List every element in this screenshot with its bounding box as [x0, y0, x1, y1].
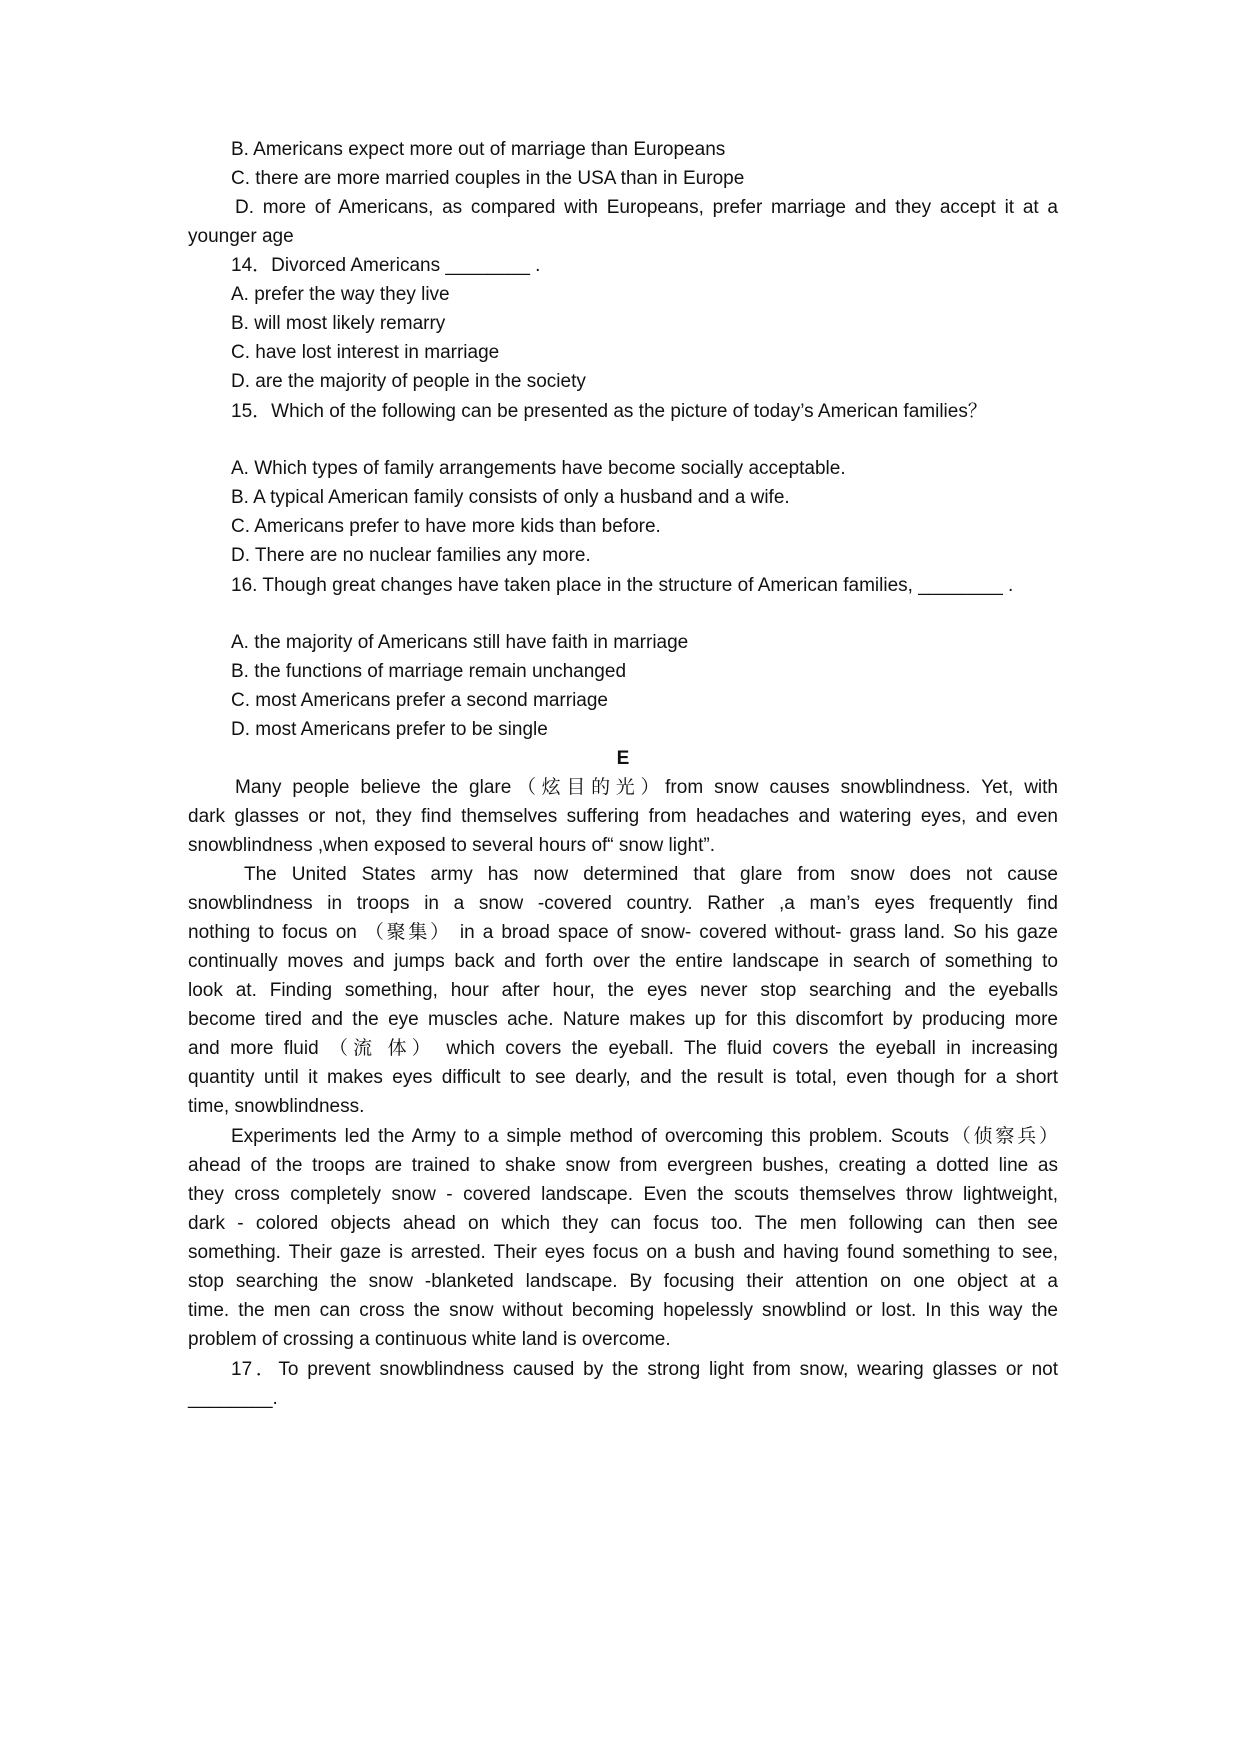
- passage-p2-line: snowblindness in troops in a snow -covered country. Rather ,a man’s eyes frequently find: [188, 893, 1058, 914]
- q13-option-d-continued: younger age: [188, 226, 294, 247]
- passage-p2-line: time, snowblindness.: [188, 1096, 365, 1117]
- q13-option-d: D. more of Americans, as compared with Europeans, prefer marriage and they accept it at a: [235, 197, 1058, 218]
- passage-p2-line: look at. Finding something, hour after hour, the eyes never stop searching and the eyeballs: [188, 980, 1058, 1001]
- passage-p3-line: stop searching the snow -blanketed landscape. By focusing their attention on one object at a: [188, 1271, 1058, 1292]
- q16-option-a: A. the majority of Americans still have faith in marriage: [231, 632, 689, 653]
- q17-stem-end: ________.: [188, 1388, 278, 1409]
- passage-p3-line: something. Their gaze is arrested. Their eyes focus on a bush and having found something to see,: [188, 1242, 1058, 1263]
- q17-stem: 17．To prevent snowblindness caused by the strong light from snow, wearing glasses or not: [231, 1359, 1058, 1380]
- passage-p1-line: Many people believe the glare（炫目的光）from snow causes snowblindness. Yet, with: [235, 777, 1058, 798]
- q14-stem: 14．Divorced Americans ________ .: [231, 255, 541, 276]
- q16-option-c: C. most Americans prefer a second marriage: [231, 690, 608, 711]
- q15-stem: 15．Which of the following can be presented as the picture of today’s American families？: [231, 401, 987, 422]
- q15-option-a: A. Which types of family arrangements have become socially acceptable.: [231, 458, 846, 479]
- q14-option-b: B. will most likely remarry: [231, 313, 446, 334]
- passage-p3-line: problem of crossing a continuous white land is overcome.: [188, 1329, 671, 1350]
- passage-p2-line: The United States army has now determined that glare from snow does not cause: [244, 864, 1058, 885]
- passage-p2-line: become tired and the eye muscles ache. Nature makes up for this discomfort by producing more: [188, 1009, 1058, 1030]
- q14-option-d: D. are the majority of people in the society: [231, 371, 586, 392]
- q15-option-b: B. A typical American family consists of only a husband and a wife.: [231, 487, 790, 508]
- passage-p2-line: quantity until it makes eyes difficult to see dearly, and the result is total, even though for a short: [188, 1067, 1058, 1088]
- q13-option-c: C. there are more married couples in the USA than in Europe: [231, 168, 745, 189]
- q14-option-c: C. have lost interest in marriage: [231, 342, 500, 363]
- passage-p3-line: ahead of the troops are trained to shake snow from evergreen bushes, creating a dotted line as: [188, 1155, 1058, 1176]
- section-title: E: [616, 748, 630, 769]
- passage-p1-line: snowblindness ,when exposed to several hours of“ snow light”.: [188, 835, 716, 856]
- passage-p2-line: nothing to focus on （聚集） in a broad space of snow- covered without- grass land. So his gaze: [188, 922, 1058, 943]
- passage-p3-line: dark - colored objects ahead on which they can focus too. The men following can then see: [188, 1213, 1058, 1234]
- passage-p3-line: they cross completely snow - covered landscape. Even the scouts themselves throw lightweight,: [188, 1184, 1058, 1205]
- q15-option-d: D. There are no nuclear families any more.: [231, 545, 591, 566]
- q16-stem: 16. Though great changes have taken place in the structure of American families, ________ .: [231, 575, 1014, 596]
- q15-option-c: C. Americans prefer to have more kids than before.: [231, 516, 661, 537]
- q13-option-b: B. Americans expect more out of marriage than Europeans: [231, 139, 726, 160]
- passage-p1-line: dark glasses or not, they find themselves suffering from headaches and watering eyes, and even: [188, 806, 1058, 827]
- q16-option-b: B. the functions of marriage remain unchanged: [231, 661, 627, 682]
- passage-p3-line: time. the men can cross the snow without becoming hopelessly snowblind or lost. In this way the: [188, 1300, 1058, 1321]
- passage-p2-line: and more fluid （流 体） which covers the eyeball. The fluid covers the eyeball in increasing: [188, 1038, 1058, 1059]
- q14-option-a: A. prefer the way they live: [231, 284, 450, 305]
- q16-option-d: D. most Americans prefer to be single: [231, 719, 548, 740]
- passage-p3-line: Experiments led the Army to a simple method of overcoming this problem. Scouts（侦察兵）: [231, 1126, 1058, 1147]
- passage-p2-line: continually moves and jumps back and forth over the entire landscape in search of something to: [188, 951, 1058, 972]
